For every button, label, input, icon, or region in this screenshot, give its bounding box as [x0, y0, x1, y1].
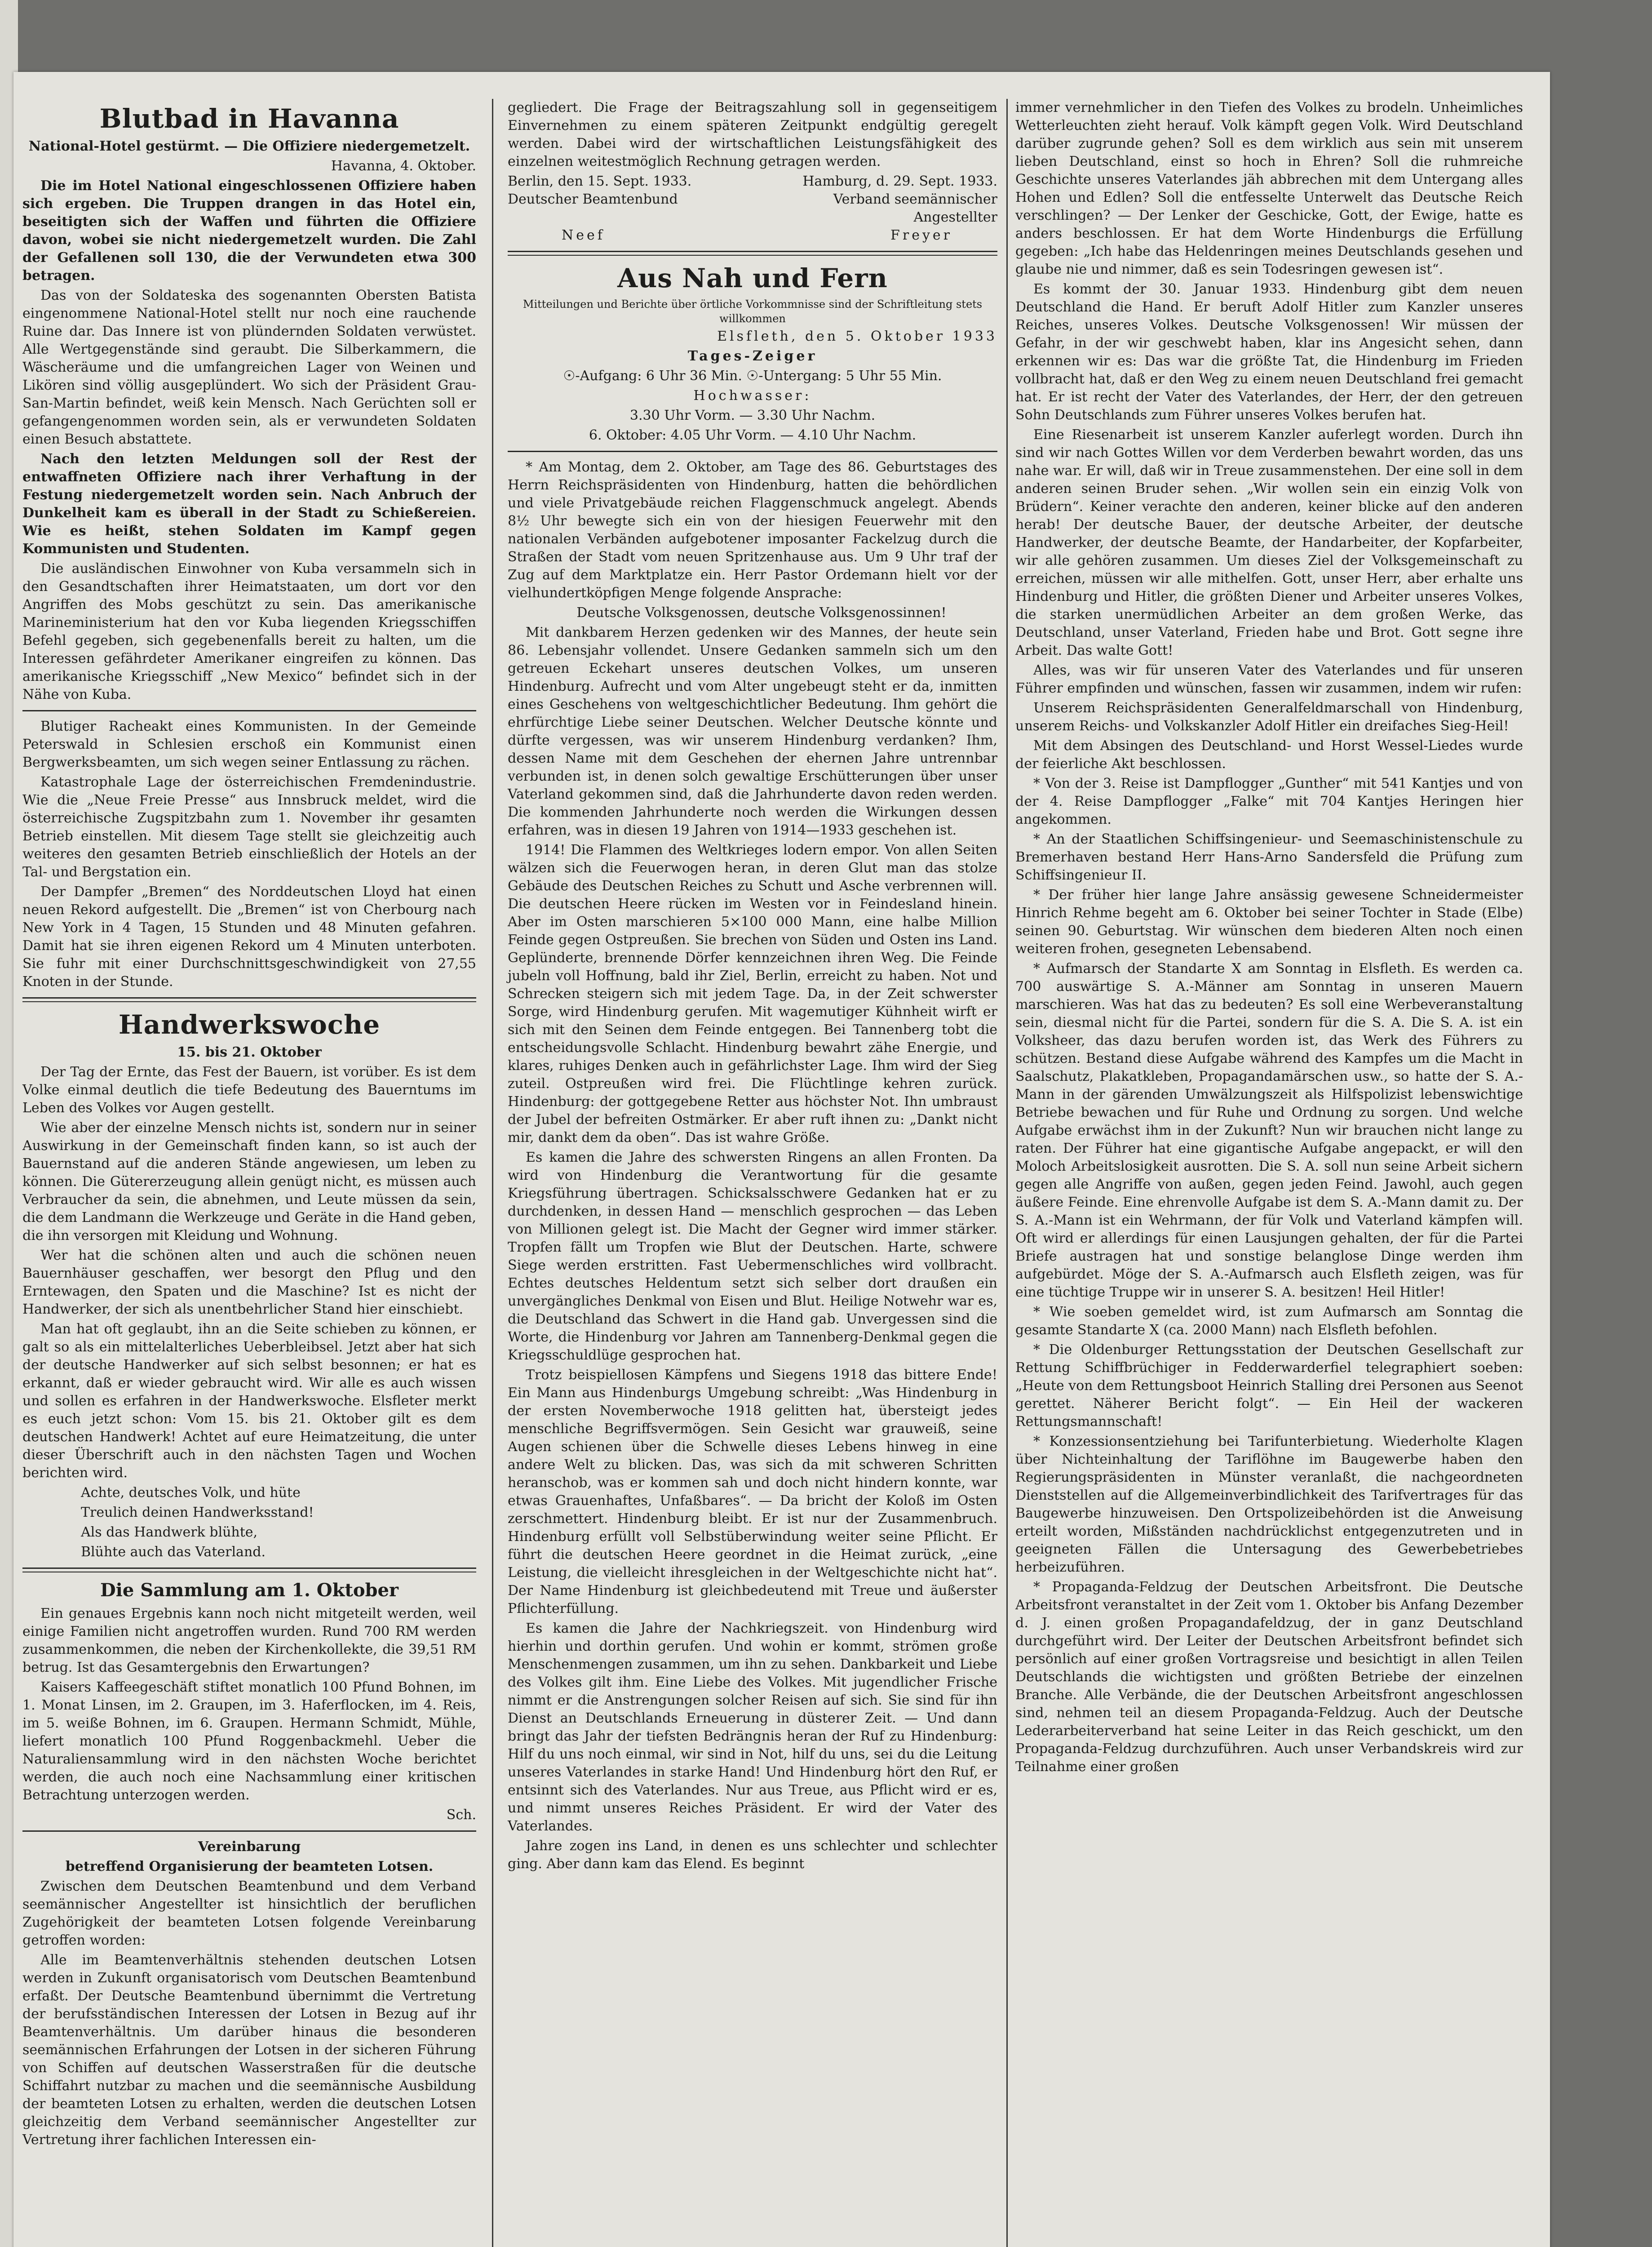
column-rule [1006, 99, 1008, 2247]
havanna-lead: Die im Hotel National eingeschlossenen Offiziere haben sich ergeben. Die Truppen drangen in das Hotel ein, beseitigten sich der Waffen und führten die Offiziere davon, wobei sie nicht niedergemetzelt wurden. Die Zahl der Gefallenen soll 130, die der Verwundeten etwa 300 betragen. [22, 178, 476, 284]
sammlung-signature: Sch. [446, 1807, 476, 1823]
havanna-paragraph: Das von der Soldateska des sogenannten Obersten Batista eingenommene National-Hotel stellt nur noch eine rauchende Ruine dar. Das Innere ist von plündernden Soldaten verwüstet. Alle Wertgegenstände sind geraubt. Die Silberkammern, die Wäscheräume und die umfangreichen Lager von Weinen und Likören sind völlig ausgeplündert. Wo sich der Präsident Grau-San-Martin befindet, weiß kein Mensch. Nach Gerüchten soll er gefangengenommen worden sein, als er verwundeten Soldaten einen Besuch abstattete. [22, 288, 476, 447]
article-paragraph: Alles, was wir für unseren Vater des Vaterlandes und für unseren Führer empfinden und wünschen, fassen wir zusammen, indem wir rufen: [1015, 662, 1523, 696]
article-paragraph: Eine Riesenarbeit ist unserem Kanzler auferlegt worden. Durch ihn sind wir nach Gottes Willen vor dem Verderben bewahrt worden, das uns nahe war. Er will, daß wir in Treue zusammenstehen. Der eine soll in dem anderen seinen Bruder sehen. „Wir wollen sein ein einzig Volk von Brüdern“. Keiner verachte den anderen, keiner blicke auf den anderen herab! Der deutsche Bauer, der deutsche Arbeiter, der deutsche Handwerker, der deutsche Beamte, der Handarbeiter, der Kopfarbeiter, wir alle gehören zusammen. Um dieses Ziel der Volksgemeinschaft zu erreichen, müssen wir alle mithelfen. Gott, unser Herr, aber erhalte uns Hindenburg und Hitler, die größten Diener und Arbeiter unseres Volkes, die starken unermüdlichen Arbeiter an dem großen Werke, das Deutschland, unser Vaterland, Frieden habe und Brot. Gott segne ihre Arbeit. Das walte Gott! [1015, 427, 1523, 658]
dateline: Elsfleth, den 5. Oktober 1933 [717, 329, 997, 344]
article-paragraph: immer vernehmlicher in den Tiefen des Volkes zu brodeln. Unheimliches Wetterleuchten zieht herauf. Volk kämpft gegen Volk. Wird Deutschland darüber zugrunde gehen? Soll es dem wirklich aus sein mit unserem lieben Deutschland, einst so hoch in Ehren? Soll die ruhmreiche Geschichte unseres Vaterlandes jäh abbrechen mit dem Untergang alles Hohen und Edlen? Soll die entfesselte Unterwelt das Deutsche Reich verschlingen? — Der Lenker der Geschicke, Gott, der Ewige, hatte es anders beschlossen. Er hat dem Worte Hindenburgs die Erfüllung gegeben: „Ich habe das Heldenringen meines Deutschlands gesehen und glaube nie und nimmer, daß es sein Todesringen gewesen ist“. [1015, 100, 1523, 277]
havanna-headline: Blutbad in Havanna [99, 103, 399, 134]
article-paragraph: Mit dem Absingen des Deutschland- und Horst Wessel-Liedes wurde der feierliche Akt beschlossen. [1015, 738, 1523, 772]
nah-fern-subtitle: Mitteilungen und Berichte über örtliche Vorkommnisse sind der Schriftleitung stets willkommen [523, 298, 983, 325]
local-news-item: * Von der 3. Reise ist Dampflogger „Gunther“ mit 541 Kantjes und von der 4. Reise Dampflogger „Falke“ mit 704 Kantjes Heringen hier angekommen. [1015, 776, 1523, 827]
vereinbarung-paragraph: Alle im Beamtenverhältnis stehenden deutschen Lotsen werden in Zukunft organisatorisch vom Deutschen Beamtenbund erfaßt. Der Deutsche Beamtenbund übernimmt die Vertretung der berufsständischen Interessen der Lotsen in Bezug auf ihr Beamtenverhältnis. Um darüber hinaus die besonderen seemännischen Erfahrungen der Lotsen in der sicheren Führung von Schiffen auf deutschen Wasserstraßen für die deutsche Schiffahrt nutzbar zu machen und die seemännische Ausbildung der beamteten Lotsen zu erhalten, werden die deutschen Lotsen gleichzeitig dem Verband seemännischer Angestellter zur Vertretung ihrer fachlichen Interessen ein- [22, 1952, 476, 2148]
article-paragraph: Jahre zogen ins Land, in denen es uns schlechter und schlechter ging. Aber dann kam das Elend. Es beginnt [508, 1838, 997, 1872]
sammlung-paragraph: Ein genaues Ergebnis kann noch nicht mitgeteilt werden, weil einige Familien nicht angetroffen wurden. Rund 700 RM werden zusammenkommen, die neben der Kirchenkollekte, die 39,51 RM betrug. Ist das Gesamtergebnis den Erwartungen? [22, 1606, 476, 1675]
article-paragraph: Es kamen die Jahre des schwersten Ringens an allen Fronten. Da wird von Hindenburg die Verantwortung für die gesamte Kriegsführung übertragen. Schicksalsschwere Gedanken hat er zu durchdenken, in dessen Hand — menschlich gesprochen — das Leben von Millionen gelegt ist. Die Macht der Gegner wird immer stärker. Tropfen fällt um Tropfen wie Blut der Deutschen. Harte, schwere Siege werden erstritten. Fast Uebermenschliches wird vollbracht. Echtes deutsches Heldentum setzt sich selber dort draußen ein unvergängliches Denkmal von Eisen und Blut. Heilige Notwehr war es, die Deutschland das Schwert in die Hand gab. Unvergessen sind die Worte, die Hindenburg vor Jahren am Tannenberg-Denkmal gegen die Kriegsschuldlüge gesprochen hat. [508, 1150, 997, 1363]
article-paragraph: Unserem Reichspräsidenten Generalfeldmarschall von Hindenburg, unserem Reichs- und Volkskanzler Adolf Hitler ein dreifaches Sieg-Heil! [1015, 700, 1523, 734]
column-1 [22, 99, 476, 2151]
signature-right-org: Verband seemännischer Angestellter [833, 191, 997, 225]
local-news-item: * Der früher hier lange Jahre ansässig gewesene Schneidermeister Hinrich Rehme begeht am 6. Oktober bei seiner Tochter in Stade (Elbe) seinen 90. Geburtstag. Wir wünschen dem biederen Alten noch einen weiteren frohen, gesegneten Lebensabend. [1015, 887, 1523, 957]
divider [22, 1830, 476, 1832]
local-news-item: * An der Staatlichen Schiffsingenieur- und Seemaschinistenschule zu Bremerhaven bestand Herr Hans-Arno Sandersfeld die Prüfung zum Schiffsingenieur II. [1015, 831, 1523, 883]
handwerk-paragraph: Wie aber der einzelne Mensch nichts ist, sondern nur in seiner Auswirkung in der Gemeinschaft finden kann, so ist auch der Bauernstand auf die anderen Stände angewiesen, um leben zu können. Die Gütererzeugung allein genügt nicht, es müssen auch Verbraucher da sein, die abnehmen, und Leute müssen da sein, die dem Landmann die Werkzeuge und Geräte in die Hand geben, die ihn versorgen mit Kleidung und Wohnung. [22, 1120, 476, 1243]
vereinbarung-subtitle: betreffend Organisierung der beamteten Lotsen. [65, 1859, 434, 1874]
local-news-item: * Die Oldenburger Rettungsstation der Deutschen Gesellschaft zur Rettung Schiffbrüchiger in Fedderwarderfiel telegraphiert soeben: „Heute von dem Rettungsboot Heinrich Stalling drei Personen aus Seenot gerettet. Näherer Bericht folgt“. — Ein Heil der wackeren Rettungsmannschaft! [1015, 1342, 1523, 1430]
signature-right-name: Freyer [890, 227, 952, 243]
local-news-item: * Wie soeben gemeldet wird, ist zum Aufmarsch am Sonntag die gesamte Standarte X (ca. 2000 Mann) nach Elsfleth befohlen. [1015, 1304, 1523, 1338]
sun-times: ☉-Aufgang: 6 Uhr 36 Min. ☉-Untergang: 5 Uhr 55 Min. [563, 368, 942, 384]
article-paragraph: Deutsche Volksgenossen, deutsche Volksgenossinnen! [576, 605, 947, 621]
article-paragraph: 1914! Die Flammen des Weltkrieges lodern empor. Von allen Seiten wälzen sich die Feuerwogen heran, in deren Glut man das stolze Gebäude des Deutschen Reiches zu Schutt und Asche verbrennen will. Die deutschen Heere rücken im Westen vor in Feindesland hinein. Aber im Osten marschieren 5×100 000 Mann, eine halbe Million Feinde gegen Ostpreußen. Sie brechen von Süden und Osten ins Land. Geplünderte, brennende Dörfer kennzeichnen ihren Weg. Die Feinde jubeln voll Hoffnung, bald ihr Ziel, Berlin, erreicht zu haben. Not und Schrecken steigern sich mit jedem Tage. Da, in der Zeit schwerster Sorge, wird Hindenburg gerufen. Mit wagemutiger Kühnheit wirft er sich mit den Seinen dem Feinde entgegen. Bei Tannenberg tobt die entscheidungsvolle Schlacht. Hindenburg bewahrt zähe Energie, und klares, ruhiges Denken auch in gefährlichster Lage. Ihm wird der Sieg zuteil. Ostpreußen wird frei. Die Flüchtlinge kehren zurück. Hindenburg: der gottgegebene Retter aus höchster Not. Ihn umbraust der Jubel der befreiten Ostmärker. Er aber ruft ihnen zu: „Dankt nicht mir, dankt dem da oben“. Das ist wahre Größe. [508, 842, 997, 1146]
column-3 [1015, 99, 1523, 1778]
handwerk-headline: Handwerkswoche [118, 1009, 381, 1040]
local-news-item: * Propaganda-Feldzug der Deutschen Arbeitsfront. Die Deutsche Arbeitsfront veranstaltet in der Zeit vom 1. Oktober bis Anfang Dezember d. J. einen großen Propagandafeldzug, der in ganz Deutschland durchgeführt wird. Der Leiter der Deutschen Arbeitsfront befindet sich persönlich auf einer großen Vortragsreise und besichtigt in allen Teilen Deutschlands die wichtigsten und größten Betriebe der einzelnen Branche. Alle Verbände, die der Deutschen Arbeitsfront angeschlossen sind, nehmen teil an diesem Propaganda-Feldzug. Auch der Deutsche Lederarbeiterverband hat seine Leiter in das Reich geschickt, um den Propaganda-Feldzug durchzuführen. Auch unser Verbandskreis wird zur Teilnahme einer großen [1015, 1579, 1523, 1775]
news-item: Blutiger Racheakt eines Kommunisten. In der Gemeinde Peterswald in Schlesien erschoß ein Kommunist einen Bergwerksbeamten, um sich wegen seiner Entlassung zu rächen. [22, 719, 476, 770]
article-paragraph: Es kommt der 30. Januar 1933. Hindenburg gibt dem neuen Deutschland die Hand. Er beruft Adolf Hitler zum Kanzler unseres Reiches, unseres Volkes. Deutsche Volksgenossen! Wir müssen der Gefahr, in der wir geschwebt haben, klar ins Angesicht sehen, dann erkennen wir es: Das war die größte Tat, die Hindenburg im Frieden vollbracht hat, daß er den Weg zu einem neuen Deutschland frei gemacht hat. Er ist recht der Vater des Vaterlandes, der Herr, der den getreuen Sohn Deutschlands zum Führer unseres Volkes berufen hat. [1015, 281, 1523, 423]
handwerk-paragraph: Man hat oft geglaubt, ihn an die Seite schieben zu können, er galt so als ein mittelalterliches Ueberbleibsel. Jetzt aber hat sich der deutsche Handwerker auf sich selbst besonnen; er hat es erkannt, daß er wieder gebraucht wird. Wir alle es auch wissen und sollen es erfahren in der Handwerkswoche. Elsfleter merkt es euch jetzt schon: Vom 15. bis 21. Oktober gilt es dem deutschen Handwerk! Achtet auf eure Heimatzeitung, die unter dieser Überschrift auch in den nächsten Tagen und Wochen berichten wird. [22, 1321, 476, 1481]
divider [508, 251, 997, 256]
hochwasser-today: 3.30 Uhr Vorm. — 3.30 Uhr Nachm. [629, 408, 876, 423]
signature-left-date: Berlin, den 15. Sept. 1933. [508, 173, 692, 189]
news-item: Der Dampfer „Bremen“ des Norddeutschen Lloyd hat einen neuen Rekord aufgestellt. Die „Bremen“ ist von Cherbourg nach New York in 4 Tagen, 15 Stunden und 48 Minuten gefahren. Damit hat sie ihren eigenen Rekord um 4 Minuten unterboten. Sie fuhr mit einer Durchschnittsgeschwindigkeit von 27,55 Knoten in der Stunde. [22, 884, 476, 990]
newspaper-page [13, 72, 1550, 2247]
hochwasser-title: Hochwasser: [693, 388, 812, 404]
havanna-paragraph: Die ausländischen Einwohner von Kuba versammeln sich in den Gesandtschaften ihrer Heimatstaaten, um dort vor den Angriffen des Mobs geschützt zu sein. Das amerikanische Marineministerium hat den vor Kuba liegenden Kriegsschiffen Befehl gegeben, sich gegebenenfalls bereit zu halten, um die Interessen gefährdeter Amerikaner eingreifen zu können. Das amerikanische Kriegsschiff „New Mexico“ befindet sich in der Nähe von Kuba. [22, 561, 476, 702]
vereinbarung-paragraph: Zwischen dem Deutschen Beamtenbund und dem Verband seemännischer Angestellter ist hinsichtlich der beruflichen Zugehörigkeit der beamteten Lotsen folgende Vereinbarung getroffen worden: [22, 1878, 476, 1948]
article-paragraph: Mit dankbarem Herzen gedenken wir des Mannes, der heute sein 86. Lebensjahr vollendet. Unsere Gedanken sammeln sich um den getreuen Eckehart unseres deutschen Volkes, um unseren Hindenburg. Aufrecht und vom Alter ungebeugt steht er da, inmitten eines Geschehens von weltgeschichtlicher Bedeutung. Ihm gehört die ehrfürchtige Liebe seiner Deutschen. Welcher Deutsche könnte und dürfte vergessen, was wir unserem Hindenburg verdanken? Ihm, dessen Name mit dem Geschehen der ehernen Jahre untrennbar verbunden ist, in denen solch gewaltige Erschütterungen über unser Vaterland gekommen sind, daß die Jahrhunderte davon reden werden. Die kommenden Jahrhunderte noch werden die Wirkungen dessen erfahren, was in diesen 19 Jahren von 1914—1933 geschehen ist. [508, 625, 997, 838]
poem-line: Achte, deutsches Volk, und hüte [81, 1485, 301, 1501]
havanna-subtitle: National-Hotel gestürmt. — Die Offiziere niedergemetzelt. [28, 138, 470, 154]
news-item: Katastrophale Lage der österreichischen Fremdenindustrie. Wie die „Neue Freie Presse“ aus Innsbruck meldet, wird die österreichische Zugspitzbahn zum 1. November ihr gesamten Betrieb einstellen. Mit diesem Tage stellt sie gleichzeitig auch weiteres den gesamten Betrieb einschließlich der Hotels an der Tal- und Bergstation ein. [22, 774, 476, 880]
signature-orgs [508, 191, 997, 226]
poem-line: Als das Handwerk blühte, [81, 1524, 258, 1540]
hochwasser-tomorrow: 6. Oktober: 4.05 Uhr Vorm. — 4.10 Uhr Nachm. [589, 427, 917, 443]
local-news-item: * Konzessionsentziehung bei Tarifunterbietung. Wiederholte Klagen über Nichteinhaltung der Tariflöhne im Baugewerbe haben den Regierungspräsidenten in Münster veranlaßt, die nachgeordneten Dienststellen auf die Allgemeinverbindlichkeit des Tarifvertrages für das Baugewerbe hinzuweisen. Den Ortspolizeibehörden ist die Anweisung erteilt worden, Mißständen nachdrücklichst entgegenzutreten und in geeigneten Fällen die Untersagung des Gewerbebetriebes herbeizuführen. [1015, 1434, 1523, 1575]
column-rule [492, 99, 493, 2247]
havanna-dateline: Havanna, 4. Oktober. [331, 158, 476, 174]
poem-line: Treulich deinen Handwerksstand! [81, 1505, 314, 1520]
article-paragraph: Trotz beispiellosen Kämpfens und Siegens 1918 das bittere Ende! Ein Mann aus Hindenburgs Umgebung schreibt: „Was Hindenburg in der ersten Novemberwoche 1918 gelitten hat, übersteigt jedes menschliche Begriffsvermögen. Sein Gesicht war grauweiß, seine Augen schienen über die Schwelle dieses Lebens hinweg in eine andere Welt zu blicken. Das, was sich da mit schweren Schritten heranschob, was er kommen sah und doch nicht hindern konnte, war etwas Grauenhaftes, Unfaßbares“. — Da bricht der Koloß im Osten zerschmettert. Hindenburg bleibt. Er ist nur der Zusammenbruch. Hindenburg erfüllt voll Selbstüberwindung weiter seine Pflicht. Er führt die deutschen Heere geordnet in die Heimat zurück, „eine Leistung, die vielleicht ihresgleichen in der Weltgeschichte nicht hat“. Der Name Hindenburg ist gleichbedeutend mit Treue und äußerster Pflichterfüllung. [508, 1367, 997, 1616]
signature-left-name: Neef [562, 227, 605, 243]
signature-names [508, 226, 997, 244]
article-paragraph: * Am Montag, dem 2. Oktober, am Tage des 86. Geburtstages des Herrn Reichspräsidenten von Hindenburg, hatten die behördlichen und viele Privatgebäude reichen Flaggenschmuck angelegt. Abends 8½ Uhr bewegte sich ein von der hiesigen Feuerwehr mit den nationalen Verbänden aufgebotener imposanter Fackelzug durch die Straßen der Stadt vom neuen Spritzenhause aus. Um 9 Uhr traf der Zug auf dem Marktplatze ein. Herr Pastor Ordemann hielt vor der vielhundertköpfigen Menge folgende Ansprache: [508, 459, 997, 601]
handwerk-dates: 15. bis 21. Oktober [177, 1044, 322, 1060]
tageszeiger-title: Tages-Zeiger [687, 348, 818, 364]
divider [22, 1568, 476, 1572]
havanna-paragraph: Nach den letzten Meldungen soll der Rest der entwaffneten Offiziere nach ihrer Verhaftung in der Festung niedergemetzelt worden sein. Nach Anbruch der Dunkelheit kam es überall in der Stadt zu Schießereien. Wie es heißt, stehen Soldaten im Kampf gegen Kommunisten und Studenten. [22, 451, 476, 557]
column-2 [508, 99, 997, 1875]
sammlung-headline: Die Sammlung am 1. Oktober [100, 1580, 399, 1601]
signature-left-org: Deutscher Beamtenbund [508, 191, 678, 207]
nah-fern-headline: Aus Nah und Fern [617, 263, 888, 293]
signature-dates [508, 173, 997, 191]
sammlung-paragraph: Kaisers Kaffeegeschäft stiftet monatlich 100 Pfund Bohnen, im 1. Monat Linsen, im 2. Graupen, im 3. Haferflocken, im 4. Reis, im 5. weiße Bohnen, im 6. Graupen. Hermann Schmidt, Mühle, liefert monatlich 100 Pfund Roggenbackmehl. Ueber die Naturaliensammlung wird in den nächsten Woche berichtet werden, die auch noch eine Nachsammlung einer kritischen Betrachtung unterzogen werden. [22, 1679, 476, 1803]
handwerk-paragraph: Wer hat die schönen alten und auch die schönen neuen Bauernhäuser geschaffen, wer besorgt den Pflug und den Erntewagen, den Spaten und die Maschine? Ist es nicht der Handwerker, der sich als unentbehrlicher Stand hier einschiebt. [22, 1248, 476, 1317]
divider [508, 451, 997, 452]
divider [22, 710, 476, 711]
poem-line: Blühte auch das Vaterland. [81, 1544, 266, 1560]
local-news-item: * Aufmarsch der Standarte X am Sonntag in Elsfleth. Es werden ca. 700 auswärtige S. A.-Männer am Sonntag in unseren Mauern marschieren. Was hat das zu bedeuten? Es soll eine Werbeveranstaltung sein, diesmal nicht für die Partei, sondern für die S. A. Die S. A. ist ein Volksheer, das dazu berufen worden ist, das Werk des Führers zu schützen. Bestand diese Aufgabe während des Kampfes um die Macht in Saalschutz, Plakatkleben, Propagandamärschen usw., so hatte der S. A.-Mann in der gärenden Umwälzungszeit als Hilfspolizist lebenswichtige Betriebe bewachen und für Ruhe und Ordnung zu sorgen. Und welche Aufgabe erwächst ihm in der Zukunft? Nun wir brauchen nicht lange zu raten. Der Führer hat eine gigantische Aufgabe angepackt, er will den Moloch Arbeitslosigkeit ausrotten. Die S. A. soll nun seine Arbeit sichern gegen alle Angriffe von außen, gegen jeden Feind. Jawohl, auch gegen äußere Feinde. Eine ehrenvolle Aufgabe ist dem S. A.-Mann damit zu. Der S. A.-Mann ist ein Wehrmann, der für Volk und Vaterland kämpfen will. Oft wird er allerdings für einen Lausjungen gehalten, der für die Partei Briefe austragen hat und sonstige belanglose Dinge werden ihm aufgebürdet. Möge der S. A.-Aufmarsch auch Elsfleth zeigen, was für eine tüchtige Truppe wir in unserer S. A. besitzen! Heil Hitler! [1015, 961, 1523, 1300]
divider [22, 997, 476, 1002]
vereinbarung-continuation: gegliedert. Die Frage der Beitragszahlung soll in gegenseitigem Einvernehmen zu einem späteren Zeitpunkt endgültig geregelt werden. Dabei wird der wirtschaftlichen Leistungsfähigkeit des einzelnen weitestmöglich Rechnung getragen werden. [508, 100, 997, 169]
signature-right-date: Hamburg, d. 29. Sept. 1933. [802, 173, 997, 189]
vereinbarung-headline: Vereinbarung [198, 1839, 301, 1855]
handwerk-paragraph: Der Tag der Ernte, das Fest der Bauern, ist vorüber. Es ist dem Volke einmal deutlich die tiefe Bedeutung des Bauerntums im Leben des Volkes vor Augen gestellt. [22, 1064, 476, 1116]
article-paragraph: Es kamen die Jahre der Nachkriegszeit. von Hindenburg wird hierhin und dorthin gerufen. Und wohin er kommt, strömen große Menschenmengen zusammen, um ihn zu sehen. Dankbarkeit und Liebe des Volkes gilt ihm. Eine Liebe des Volkes. Mit jugendlicher Frische nimmt er die Anstrengungen solcher Reisen auf sich. Sie sind für ihn Dienst an Deutschlands Erneuerung in düsterer Zeit. — Und dann bringt das Jahr der tiefsten Bedrängnis heran der Ruf zu Hindenburg: Hilf du uns noch einmal, wir sind in Not, hilf du uns, sei du die Leitung unseres Vaterlandes in starke Hand! Und Hindenburg hört den Ruf, er entsinnt sich des Vaterlandes. Nur aus Treue, aus Pflicht wird er es, und nimmt unseres Reiches Präsident. Er wird der Vater des Vaterlandes. [508, 1621, 997, 1834]
